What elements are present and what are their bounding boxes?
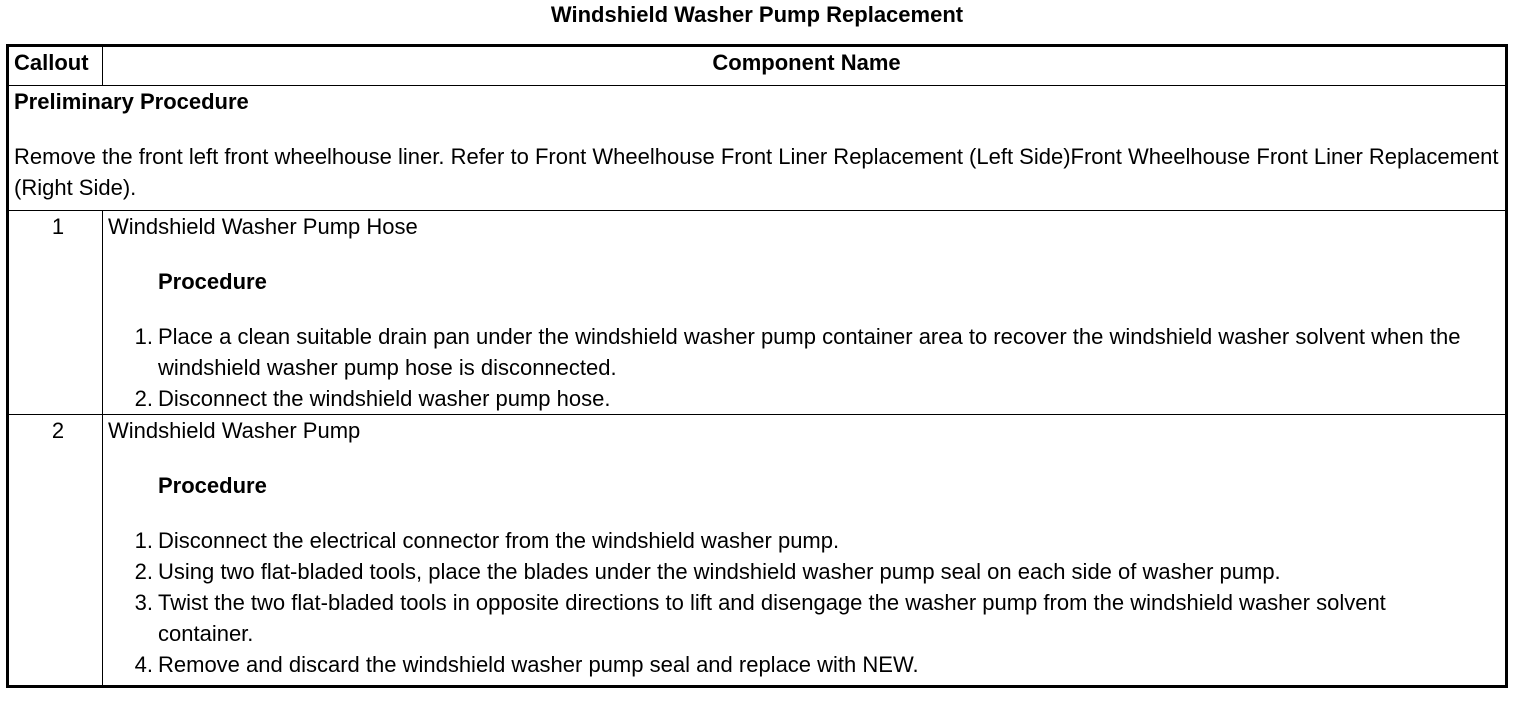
document-title: Windshield Washer Pump Replacement: [550, 2, 964, 27]
list-item: [134, 321, 1505, 383]
step-number: 2.: [134, 559, 153, 584]
procedure-steps: [108, 525, 1505, 680]
table-header-row: [8, 46, 1507, 86]
preliminary-text: Remove the front left front wheelhouse liner. Refer to Front Wheelhouse Front Liner Replacement (Left Side)Front Wheelhouse Front Liner Replacement (Right Side).: [14, 144, 1499, 200]
header-callout: Callout: [8, 46, 103, 86]
preliminary-row: [8, 86, 1507, 211]
component-cell: [103, 415, 1507, 687]
procedure-table: [6, 44, 1508, 688]
step-text: Disconnect the windshield washer pump hose.: [158, 386, 611, 411]
list-item: [134, 525, 1505, 556]
list-item: [134, 587, 1505, 649]
step-text: Place a clean suitable drain pan under the windshield washer pump container area to recover the windshield washer solvent when the windshield washer pump hose is disconnected.: [158, 324, 1461, 380]
component-name: Windshield Washer Pump Hose: [108, 214, 418, 239]
step-text: Remove and discard the windshield washer pump seal and replace with NEW.: [158, 652, 919, 677]
procedure-heading: Procedure: [158, 269, 267, 294]
component-cell: [103, 211, 1507, 415]
table-row: [8, 211, 1507, 415]
list-item: [134, 649, 1505, 680]
step-text: Twist the two flat-bladed tools in opposite directions to lift and disengage the washer pump from the windshield washer solvent container.: [158, 590, 1386, 646]
list-item: [134, 556, 1505, 587]
step-number: 1.: [134, 324, 153, 349]
component-name: Windshield Washer Pump: [108, 418, 361, 443]
preliminary-heading: Preliminary Procedure: [14, 89, 249, 114]
step-number: 4.: [134, 652, 153, 677]
list-item: [134, 383, 1505, 414]
step-text: Using two flat-bladed tools, place the blades under the windshield washer pump seal on each side of washer pump.: [158, 559, 1281, 584]
step-number: 3.: [134, 590, 153, 615]
header-component-name: Component Name: [103, 46, 1507, 86]
procedure-heading: Procedure: [158, 473, 267, 498]
table-row: [8, 415, 1507, 687]
step-number: 1.: [134, 528, 153, 553]
callout-cell: 1: [8, 211, 103, 415]
callout-cell: 2: [8, 415, 103, 687]
procedure-steps: [108, 321, 1505, 414]
preliminary-cell: [8, 86, 1507, 211]
step-text: Disconnect the electrical connector from the windshield washer pump.: [158, 528, 840, 553]
step-number: 2.: [134, 386, 153, 411]
